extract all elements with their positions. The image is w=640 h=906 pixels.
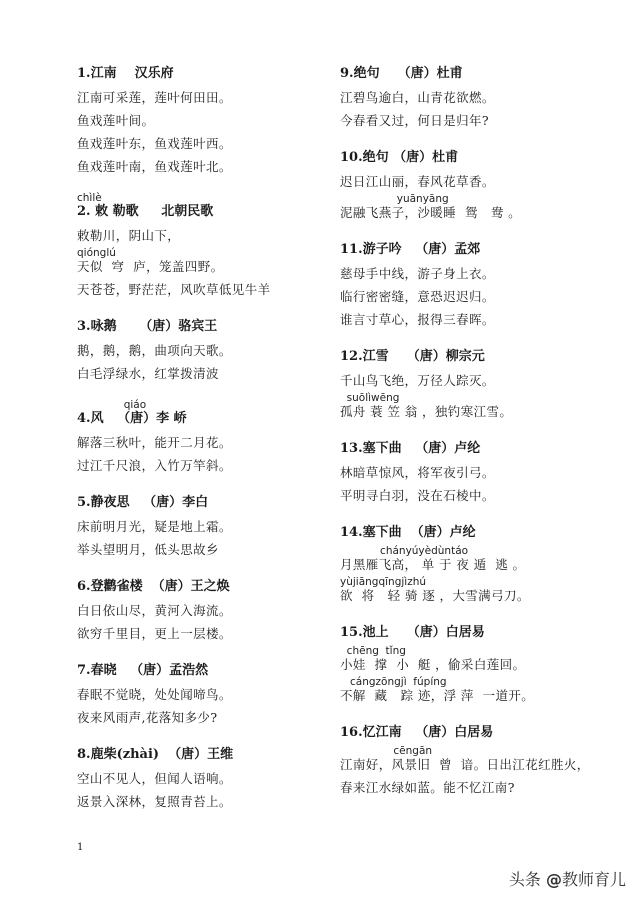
poem <box>340 62 595 132</box>
pinyin-annotation: yuānyāng <box>340 193 449 205</box>
poem <box>340 621 595 707</box>
poem-line: 床前明月光，疑是地上霜。 <box>77 519 232 534</box>
poem <box>77 575 332 645</box>
poem <box>340 238 595 331</box>
poem-line: 不解 藏 踪 迹，浮 萍 一道开。 <box>340 688 535 703</box>
poem-line: 欲穷千里目，更上一层楼。 <box>77 626 232 641</box>
poem <box>77 659 332 729</box>
poem <box>340 345 595 423</box>
poem-line: 临行密密缝，意恐迟迟归。 <box>340 289 495 304</box>
poem <box>77 399 332 477</box>
poem-line: 林暗草惊风，将军夜引弓。 <box>340 465 495 480</box>
poem <box>77 315 332 385</box>
poem-title: 12.江雪 （唐）柳宗元 <box>340 349 485 364</box>
poem-line: 春眠不觉晓，处处闻啼鸟。 <box>77 687 232 702</box>
poem-line: 空山不见人，但闻人语响。 <box>77 771 232 786</box>
poem-line: 泥融飞燕子，沙暖睡 鸳 鸯 。 <box>340 205 522 220</box>
pinyin-annotation: cēngān <box>340 745 433 757</box>
watermark-prefix: 头条 <box>508 870 546 889</box>
pinyin-annotation: chányúyèdùntáo <box>340 545 469 557</box>
poem-line: 江碧鸟逾白，山青花欲燃。 <box>340 90 495 105</box>
poem-line: 返景入深林，复照青苔上。 <box>77 794 232 809</box>
poem <box>340 721 595 799</box>
poem-title: 13.塞下曲 （唐）卢纶 <box>340 441 481 456</box>
poem-line: 迟日江山丽，春风花草香。 <box>340 174 495 189</box>
pinyin-annotation: chēng tǐng <box>340 645 406 657</box>
title-pinyin: chìlè <box>77 192 102 204</box>
poem-title: 3.咏鹅 （唐）骆宾王 <box>77 319 218 334</box>
poem-title: 5.静夜思 （唐）李白 <box>77 495 209 510</box>
watermark-name: 教师育儿 <box>561 870 626 889</box>
poem-line: 白毛浮绿水，红掌拨清波 <box>77 366 219 381</box>
pinyin-annotation: qiónglú <box>77 247 116 259</box>
poem-line: 鱼戏莲叶南，鱼戏莲叶北。 <box>77 159 232 174</box>
pinyin-annotation: cángzōngjì fúpíng <box>340 676 447 688</box>
poem <box>77 192 332 301</box>
poem-line: 春来江水绿如蓝。能不忆江南? <box>340 780 515 795</box>
poem-title: 9.绝句 （唐）杜甫 <box>340 66 463 81</box>
poem-line: 天苍苍，野茫茫，风吹草低见牛羊 <box>77 282 271 297</box>
left-column <box>77 62 332 827</box>
poem <box>77 62 332 178</box>
poem-title: 16.忆江南 （唐）白居易 <box>340 725 494 740</box>
poem-line: 夜来风雨声,花落知多少? <box>77 710 218 725</box>
watermark <box>509 867 626 890</box>
poem-line: 欲 将 轻 骑 逐 ，大雪满弓刀。 <box>340 588 530 603</box>
right-column <box>340 62 595 813</box>
poem <box>340 146 595 224</box>
poem-line: 白日依山尽，黄河入海流。 <box>77 603 232 618</box>
poem-title: 6.登鹳雀楼 （唐）王之焕 <box>77 579 230 594</box>
poem-line: 敕勒川，阴山下， <box>77 228 181 243</box>
poem-line: 江南可采莲，莲叶何田田。 <box>77 90 232 105</box>
poem-line: 鱼戏莲叶东，鱼戏莲叶西。 <box>77 136 232 151</box>
poem-line: 过江千尺浪，入竹万竿斜。 <box>77 458 232 473</box>
page-number: 1 <box>77 842 84 853</box>
poem-title: 8.鹿柴(zhài) （唐）王维 <box>77 747 234 762</box>
title-pinyin: qiáo <box>77 399 147 411</box>
pinyin-annotation: suōlìwēng <box>340 392 400 404</box>
poem-line: 天似 穹 庐，笼盖四野。 <box>77 259 224 274</box>
poem-title: 7.春晓 （唐）孟浩然 <box>77 663 209 678</box>
poem-line: 慈母手中线，游子身上衣。 <box>340 266 495 281</box>
poem-line: 千山鸟飞绝，万径人踪灭。 <box>340 373 495 388</box>
poem-title: 2. 敕 勒歌 北朝民歌 <box>77 204 214 219</box>
poem-line: 平明寻白羽，没在石棱中。 <box>340 488 495 503</box>
poem-line: 孤舟 蓑 笠 翁 ，独钓寒江雪。 <box>340 404 513 419</box>
poem-line: 小娃 撑 小 艇 ，偷采白莲回。 <box>340 657 526 672</box>
poem <box>77 743 332 813</box>
poem-title: 1.江南 汉乐府 <box>77 66 174 81</box>
watermark-at: @ <box>545 870 562 889</box>
poem <box>340 437 595 507</box>
poem-line: 今春看又过，何日是归年? <box>340 113 490 128</box>
poem <box>77 491 332 561</box>
pinyin-annotation: yùjiāngqīngjìzhú <box>340 576 427 588</box>
poem-title: 15.池上 （唐）白居易 <box>340 625 485 640</box>
poem-line: 解落三秋叶，能开二月花。 <box>77 435 232 450</box>
poem-title: 4.风 （唐）李 峤 <box>77 411 187 426</box>
poem-title: 11.游子吟 （唐）孟郊 <box>340 242 481 257</box>
poem-title: 14.塞下曲 （唐）卢纶 <box>340 525 476 540</box>
poem-line: 鹅，鹅，鹅，曲项向天歌。 <box>77 343 232 358</box>
poem <box>340 521 595 607</box>
poem-line: 江南好，风景旧 曾 谙。日出江花红胜火， <box>340 757 590 772</box>
poem-line: 鱼戏莲叶间。 <box>77 113 155 128</box>
poem-title: 10.绝句 （唐）杜甫 <box>340 150 459 165</box>
poem-line: 举头望明月，低头思故乡 <box>77 542 219 557</box>
poem-line: 月黑雁飞高， 单 于 夜 遁 逃 。 <box>340 557 526 572</box>
poem-line: 谁言寸草心，报得三春晖。 <box>340 312 495 327</box>
